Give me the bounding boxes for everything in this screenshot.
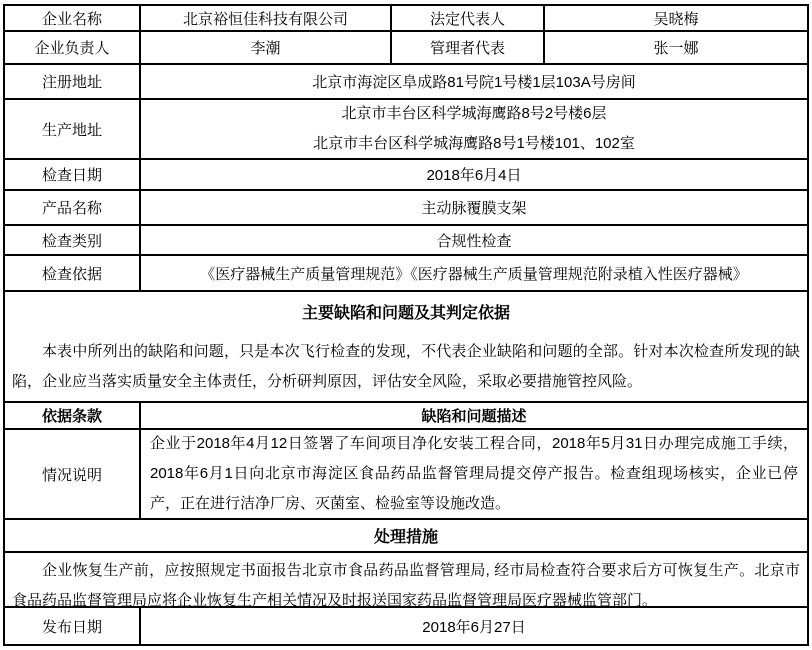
production-address-label: 生产地址 [5,100,141,158]
row-registered-address [5,65,807,100]
registered-address-value: 北京市海淀区阜成路81号院1号楼1层103A号房间 [312,74,636,91]
production-address-line1: 北京市丰台区科学城海鹰路8号2号楼6层 [341,105,607,122]
inspection-type-value: 合规性检查 [436,232,512,250]
section-main-defects [5,292,807,403]
registered-address-label: 注册地址 [5,65,141,98]
legal-representative-label: 法定代表人 [392,6,545,30]
company-name-value: 北京裕恒佳科技有限公司 [141,6,392,30]
situation-label: 情况说明 [5,430,141,518]
measures-title: 处理措施 [373,529,438,546]
inspection-date-label: 检查日期 [5,160,141,189]
defect-description-header: 缺陷和问题描述 [421,408,527,425]
company-head-label: 企业负责人 [5,32,141,63]
product-name-label: 产品名称 [5,191,141,224]
measures-paragraph: 企业恢复生产前，应按照规定书面报告北京市食品药品监督管理局, 经市局检查符合要求后方可恢复生产。北京市食品药品监督管理局应将企业恢复生产相关情况及时报送国家药品监督管理局医疗器械监管部门。 [12,562,800,609]
row-measures-paragraph [5,553,807,608]
row-defect-table-header [5,403,807,430]
product-name-value: 主动脉覆膜支架 [421,200,527,217]
row-inspection-date [5,160,807,191]
management-rep-label: 管理者代表 [392,32,545,63]
inspection-basis-label: 检查依据 [5,256,141,290]
row-company-name [5,6,807,32]
production-address-line2: 北京市丰台区科学城海鹰路8号1号楼101、102室 [313,135,635,152]
row-company-head [5,32,807,65]
row-inspection-type [5,226,807,256]
inspection-date-value: 2018年6月4日 [426,167,522,184]
publish-date-value: 2018年6月27日 [422,618,526,636]
publish-date-label: 发布日期 [5,608,141,644]
row-product-name [5,191,807,226]
management-rep-value: 张一娜 [653,40,699,57]
main-defects-title: 主要缺陷和问题及其判定依据 [301,305,510,322]
row-publish-date [5,608,807,644]
row-production-address [5,100,807,160]
row-situation [5,430,807,520]
inspection-type-label: 检查类别 [5,226,141,254]
company-name-label: 企业名称 [5,6,141,30]
situation-description: 企业于2018年4月12日签署了车间项目净化安装工程合同，2018年5月31日办理完成施工手续，2018年6月1日向北京市海淀区食品药品监督管理局提交停产报告。检查组现场核实，企业已停产，正在进行洁净厂房、灭菌室、检验室等设施改造。 [150,435,798,512]
production-address-value [141,100,807,158]
inspection-report-table [3,4,809,646]
main-defects-paragraph: 本表中所列出的缺陷和问题，只是本次飞行检查的发现，不代表企业缺陷和问题的全部。针对本次检查所发现的缺陷，企业应当落实质量安全主体责任，分析研判原因，评估安全风险，采取必要措施管控风险。 [12,343,800,390]
inspection-basis-value: 《医疗器械生产质量管理规范》《医疗器械生产质量管理规范附录植入性医疗器械》 [200,265,748,283]
legal-representative-value: 吴晓梅 [653,10,699,28]
row-inspection-basis [5,256,807,292]
company-head-value: 李潮 [141,32,392,63]
row-measures-title [5,520,807,553]
basis-clause-header: 依据条款 [5,403,141,428]
